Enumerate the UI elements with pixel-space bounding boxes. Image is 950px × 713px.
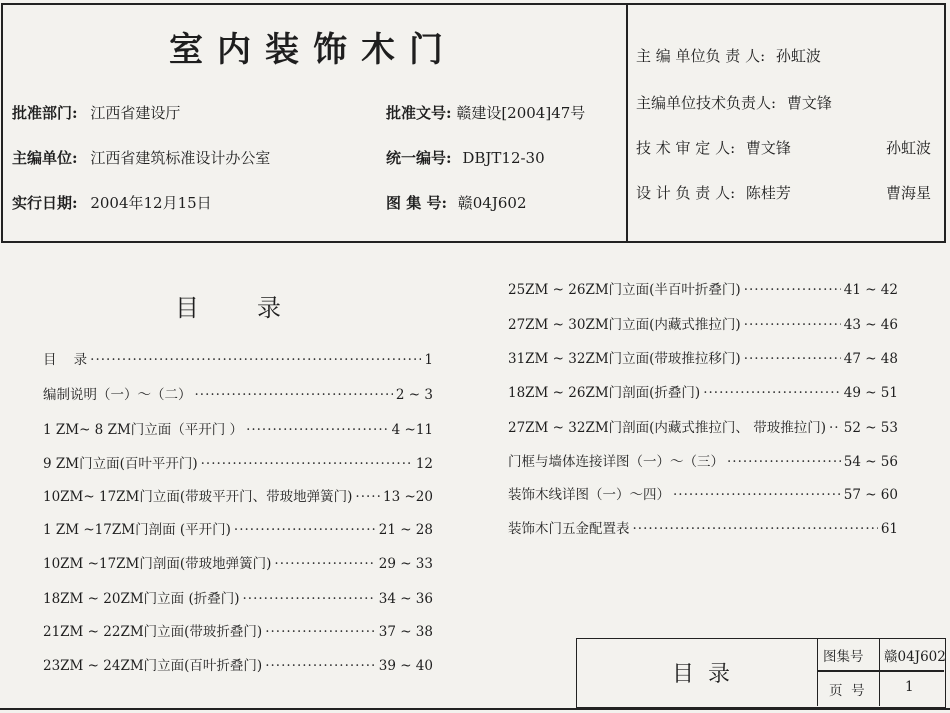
toc-item[interactable] bbox=[43, 587, 433, 607]
meta-tech-reviewer bbox=[636, 137, 791, 158]
toc-item[interactable] bbox=[43, 620, 433, 640]
toc-leader-dots bbox=[633, 521, 878, 537]
meta-value: DBJT12-30 bbox=[462, 149, 545, 167]
toc-item-pages: 43 ~ 46 bbox=[843, 317, 898, 333]
meta-value: 2004年12月15日 bbox=[90, 194, 212, 212]
toc-item-title: 25ZM ~ 26ZM门立面(半百叶折叠门) bbox=[508, 282, 741, 298]
toc-item-pages: 61 bbox=[880, 521, 898, 537]
meta-value: 赣04J602 bbox=[457, 194, 527, 212]
toc-item[interactable] bbox=[508, 416, 898, 436]
toc-item-pages: 52 ~ 53 bbox=[843, 420, 898, 436]
toc-item-title: 1 ZM~ 8 ZM门立面（平开门 ） bbox=[43, 422, 244, 438]
toc-item-pages: 41 ~ 42 bbox=[843, 282, 898, 298]
toc-item-title: 31ZM ~ 32ZM门立面(带玻推拉移门) bbox=[508, 351, 741, 367]
toc-item-pages: 37 ~ 38 bbox=[378, 624, 433, 640]
toc-item-title: 27ZM ~ 32ZM门剖面(内藏式推拉门、 带玻推拉门) bbox=[508, 420, 826, 436]
toc-item-title: 目 录 bbox=[43, 352, 88, 368]
toc-item-pages: 54 ~ 56 bbox=[843, 454, 898, 470]
toc-item[interactable] bbox=[508, 313, 898, 333]
document-title: 室内装饰木门 bbox=[169, 30, 457, 70]
toc-item-pages: 57 ~ 60 bbox=[843, 487, 898, 503]
meta-effective-date bbox=[12, 192, 212, 213]
toc-item-title: 装饰木门五金配置表 bbox=[508, 521, 630, 537]
toc-leader-dots bbox=[703, 385, 841, 401]
meta-label: 批准部门: bbox=[12, 104, 78, 122]
header-divider bbox=[626, 5, 628, 241]
toc-item-pages: 47 ~ 48 bbox=[843, 351, 898, 367]
meta-value: 曹文锋 bbox=[786, 94, 832, 112]
page-bottom-border bbox=[0, 708, 950, 710]
meta-editor-unit bbox=[12, 147, 270, 168]
meta-value: 孙虹波 bbox=[775, 47, 821, 65]
toc-item-title: 21ZM ~ 22ZM门立面(带玻折叠门) bbox=[43, 624, 263, 640]
toc-leader-dots bbox=[90, 352, 421, 368]
title-block-grid bbox=[879, 639, 880, 706]
toc-leader-dots bbox=[246, 422, 389, 438]
meta-chief-responsible bbox=[636, 45, 821, 66]
toc-item-pages: 39 ~ 40 bbox=[378, 658, 433, 674]
meta-label: 主编单位技术负责人: bbox=[636, 94, 777, 112]
toc-item-pages: 1 bbox=[424, 352, 433, 368]
toc-leader-dots bbox=[673, 487, 841, 503]
toc-item-title: 9 ZM门立面(百叶平开门) bbox=[43, 456, 198, 472]
meta-approval-no bbox=[386, 102, 585, 123]
toc-leader-dots bbox=[744, 351, 841, 367]
toc-leader-dots bbox=[265, 624, 376, 640]
toc-leader-dots bbox=[201, 456, 413, 472]
meta-design-lead-2: 曹海星 bbox=[886, 184, 932, 202]
toc-item-pages: 2 ~ 3 bbox=[395, 387, 433, 403]
toc-item[interactable] bbox=[508, 381, 898, 401]
toc-item-pages: 21 ~ 28 bbox=[378, 522, 433, 538]
toc-item-pages: 4 ~11 bbox=[391, 422, 433, 438]
meta-value: 江西省建设厅 bbox=[90, 104, 181, 122]
toc-item-pages: 29 ~ 33 bbox=[378, 556, 433, 572]
toc-item-title: 27ZM ~ 30ZM门立面(内藏式推拉门) bbox=[508, 317, 741, 333]
toc-heading: 目录 bbox=[175, 294, 339, 322]
page-no-value: 1 bbox=[905, 679, 914, 695]
toc-leader-dots bbox=[195, 387, 393, 403]
meta-label: 实行日期: bbox=[12, 194, 78, 212]
toc-item[interactable] bbox=[43, 452, 433, 472]
page-no-label: 页 号 bbox=[829, 683, 865, 699]
toc-leader-dots bbox=[829, 420, 841, 436]
toc-item-title: 编制说明（一）～（二） bbox=[43, 387, 192, 403]
meta-tech-reviewer-2: 孙虹波 bbox=[886, 139, 932, 157]
meta-label: 设 计 负 责 人: bbox=[636, 184, 736, 202]
toc-item[interactable] bbox=[508, 347, 898, 367]
toc-item-title: 1 ZM ~17ZM门剖面 (平开门) bbox=[43, 522, 231, 538]
toc-item[interactable] bbox=[43, 518, 433, 538]
meta-unified-no bbox=[386, 147, 545, 168]
toc-leader-dots bbox=[274, 556, 375, 572]
toc-leader-dots bbox=[744, 317, 841, 333]
meta-approval-dept bbox=[12, 102, 180, 123]
toc-item-title: 10ZM ~17ZM门剖面(带玻地弹簧门) bbox=[43, 556, 272, 572]
toc-item[interactable] bbox=[43, 485, 433, 505]
meta-value: 江西省建筑标准设计办公室 bbox=[90, 149, 271, 167]
toc-item-title: 装饰木线详图（一）～四） bbox=[508, 487, 670, 503]
toc-item-pages: 12 bbox=[415, 456, 433, 472]
toc-item[interactable] bbox=[508, 483, 898, 503]
meta-label: 技 术 审 定 人: bbox=[636, 139, 736, 157]
toc-item-title: 18ZM ~ 20ZM门立面 (折叠门) bbox=[43, 591, 240, 607]
atlas-no-label: 图集号 bbox=[823, 649, 864, 665]
toc-item[interactable] bbox=[43, 418, 433, 438]
toc-leader-dots bbox=[727, 454, 841, 470]
atlas-no-value: 赣04J602 bbox=[884, 649, 946, 665]
toc-leader-dots bbox=[234, 522, 376, 538]
meta-value: 赣建设[2004]47号 bbox=[456, 104, 586, 122]
meta-value: 陈桂芳 bbox=[745, 184, 791, 202]
title-block-title: 目录 bbox=[672, 662, 745, 687]
toc-item-pages: 49 ~ 51 bbox=[843, 385, 898, 401]
meta-label: 主 编 单位负 责 人: bbox=[636, 47, 766, 65]
meta-value: 曹文锋 bbox=[745, 139, 791, 157]
meta-label: 批准文号: bbox=[386, 104, 452, 122]
toc-item-pages: 13 ~20 bbox=[383, 489, 433, 505]
toc-item[interactable] bbox=[43, 654, 433, 674]
toc-leader-dots bbox=[744, 282, 841, 298]
meta-label: 统一编号: bbox=[386, 149, 452, 167]
meta-design-lead bbox=[636, 182, 791, 203]
toc-item[interactable] bbox=[508, 278, 898, 298]
meta-tech-responsible bbox=[636, 92, 832, 113]
title-block bbox=[576, 638, 946, 708]
toc-item-title: 23ZM ~ 24ZM门立面(百叶折叠门) bbox=[43, 658, 263, 674]
meta-label: 主编单位: bbox=[12, 149, 78, 167]
toc-item[interactable] bbox=[508, 517, 898, 537]
toc-item[interactable] bbox=[508, 450, 898, 470]
title-block-grid bbox=[817, 670, 944, 672]
toc-item-pages: 34 ~ 36 bbox=[378, 591, 433, 607]
toc-item-title: 门框与墙体连接详图（一）～（三） bbox=[508, 454, 724, 470]
toc-item[interactable] bbox=[43, 552, 433, 572]
toc-leader-dots bbox=[355, 489, 380, 505]
toc-leader-dots bbox=[265, 658, 376, 674]
toc-item-title: 18ZM ~ 26ZM门剖面(折叠门) bbox=[508, 385, 701, 401]
toc-item[interactable] bbox=[43, 383, 433, 403]
toc-item-title: 10ZM~ 17ZM门立面(带玻平开门、带玻地弹簧门) bbox=[43, 489, 353, 505]
meta-label: 图 集 号: bbox=[386, 194, 447, 212]
meta-atlas-no bbox=[386, 192, 527, 213]
toc-item[interactable] bbox=[43, 348, 433, 368]
toc-leader-dots bbox=[242, 591, 375, 607]
